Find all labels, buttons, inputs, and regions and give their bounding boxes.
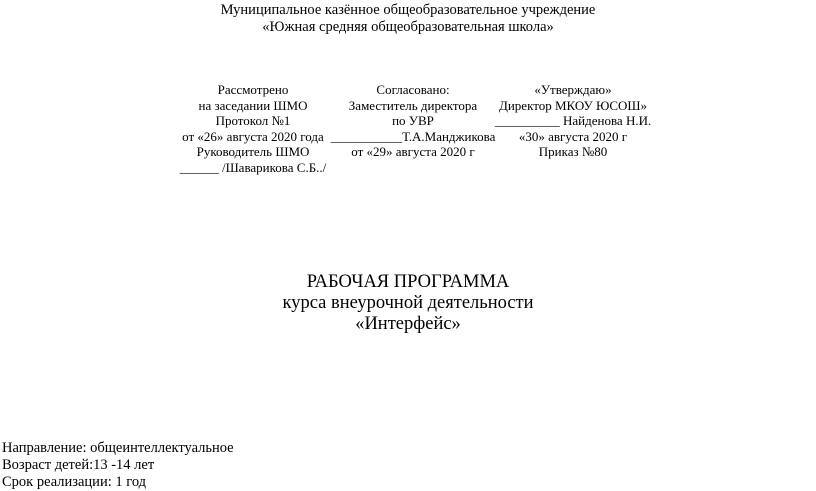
direction-text: Направление: общеинтеллектуальное bbox=[2, 440, 234, 456]
term-text: Срок реализации: 1 год bbox=[2, 474, 147, 490]
reviewed-line1: Рассмотрено bbox=[217, 82, 289, 97]
reviewed-line3: Протокол №1 bbox=[215, 113, 291, 128]
school-name-line2: «Южная средняя общеобразовательная школа» bbox=[262, 19, 554, 35]
document-title bbox=[0, 272, 816, 335]
reviewed-line5: Руководитель ШМО bbox=[196, 144, 310, 159]
program-details bbox=[2, 440, 234, 491]
age-text: Возраст детей:13 -14 лет bbox=[2, 457, 155, 473]
agreed-line2: Заместитель директора bbox=[348, 97, 478, 113]
school-header bbox=[0, 2, 816, 36]
agreed-line3: по УВР bbox=[392, 113, 434, 128]
approved-line2: Директор МКОУ ЮСОШ» bbox=[498, 97, 648, 113]
approved-line5: Приказ №80 bbox=[538, 144, 608, 159]
agreed-line5: от «29» августа 2020 г bbox=[351, 144, 475, 159]
approved-line3: __________ Найденова Н.И. bbox=[494, 113, 652, 128]
title-line1: РАБОЧАЯ ПРОГРАММА bbox=[306, 272, 510, 292]
school-name-line1: Муниципальное казённое общеобразовательное учреждение bbox=[220, 2, 596, 18]
approved-line1: «Утверждаю» bbox=[534, 82, 612, 97]
agreed-line4: ___________Т.А.Манджикова bbox=[330, 128, 496, 144]
agreed-block bbox=[328, 82, 498, 160]
reviewed-line2: на заседании ШМО bbox=[198, 97, 308, 113]
approved-block bbox=[488, 82, 658, 160]
title-line3: «Интерфейс» bbox=[355, 314, 461, 334]
reviewed-line6: ______ /Шаварикова С.Б../ bbox=[179, 159, 327, 175]
approved-line4: «30» августа 2020 г bbox=[518, 128, 628, 144]
reviewed-line4: от «26» августа 2020 года bbox=[182, 128, 324, 144]
agreed-line1: Согласовано: bbox=[376, 82, 450, 97]
reviewed-block bbox=[158, 82, 348, 175]
title-line2: курса внеурочной деятельности bbox=[282, 293, 534, 313]
